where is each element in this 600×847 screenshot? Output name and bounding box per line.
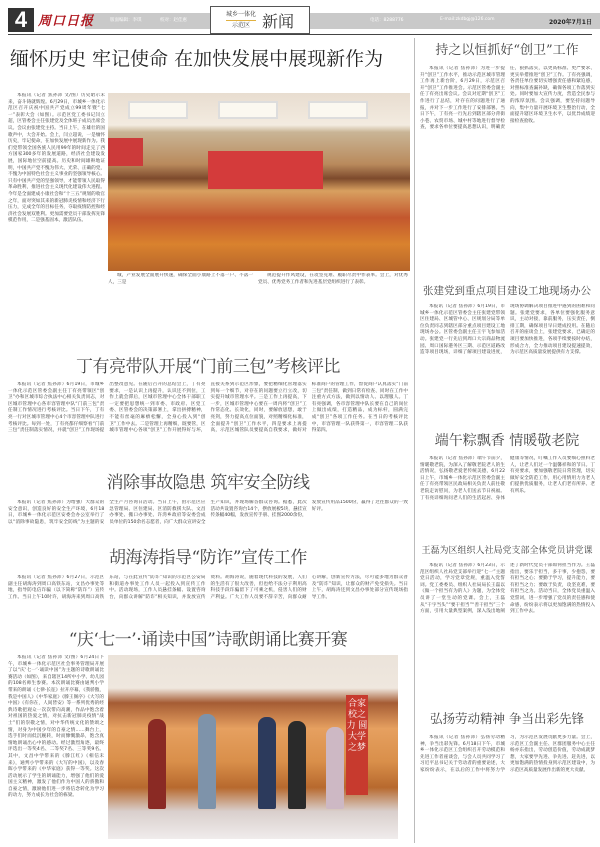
article-body: 本报讯（记者 焦孙沛）6月19日，市城乡一体化示范区管委会主任张建党带领区住建局、区城管中心、区规划分局等单位负责同志到辖区部分重点项目建设工地现场办公。区管委会副主任王宇飞参加活动。张建党一行先后到周口大宗商品物流园、周口国际港务区三期、示范区道路改造等项目现场，详细了解项目建设进度，现场协调解决项目推进中遇到的困难和问题。张建党要求，各单位要强化服务意识，主动对接，靠前服务，压实责任，倒排工期，确保项目早日建成投用。在随后召开的座谈会上，张建党要求，已确定的项目要加快推进，各项手续要按时办结，形成合力，全力推动项目建设提速提效，为示范区高质量发展提供有力支撑。 [420,304,595,356]
article-body: 本报讯（记者 焦孙沛）6月19日，市城乡一体化示范区管委会副主任丁有亮带领区“创卫”办和区城市综合执法中心相关负责同志，对区城市管理中心各市容管理中队“门前三包”责任制工作情况进行考核评比。当日下午，丁有亮一行对区城市管理中心4个市容管理中队进行考核评比。每到一处，丁有亮都仔细察看“门前三包”责任制落实情况，并就“创卫”工作现场提出整改意见。在随后召开的总结会上，丁有亮要求，一是认识上再提升，认识还不到位，工作上就会滞后，区城市管理中心全体干部职工一定要把思想统一到市委、市政府、区党工委、区管委会的决策部署上，拿出拼搏精神，不能有丝毫的麻痹松懈，全身心投入到“创卫”工作中去。二是管理上再精细，既要管，区城市管理中心各项“创卫”工作开展得好与坏，直接关系到示范区形象，要把精细化管理落实到每一个细节，对存在的问题要立行立改，切实提升城市管理水平。三是工作上再提高，下一步，区城市管理中心要在一周内将“创卫”工作常态化、长效化，同时，要解放思想，敢于亮剑，努力提高点位面貌，对照精细化标准，全面提升“创卫”工作水平，四是要求上再提高，示范区城管队员要提高自我要求，做好对标准商户的管理工作，督促商户认真落实“门前三包”责任制，做到日常有检查、同时在工作中注重方式方法，做到以情动人、以理服人。丁有亮强调，各市容管理中队长要在自己的岗位上做出成绩，打造精品，成为标杆，圆满完成“创卫”各项工作任务。在当日的考核评比中，市容管理一队获得第一，市容管理二队获得第四。 [8,382,408,434]
article-body: 本报讯（记者 焦孙沛）弘扬劳动精神，争当出彩先锋。6月18日下午，市城乡一体化示范区工会组织召开劳动模范和先进工作者座谈会，与会人员共同学习了习近平总书记关于劳动者的重要论述，大家纷纷表示，在以后的工作中将努力学习，为示范区发展贡献更多力量。会上，示范区工会副主任、区群团服务中心主任杨亦东指出，劳动创造价值，劳动成就梦想，大家要学先进、争先进、赶先进，以更加饱满的热情投身到示范区建设中，为示范区高质量发展作出新的更大贡献。 [420,735,595,773]
article-headline: 持之以恒抓好“创卫”工作 [435,43,579,58]
stage-banner [208,151,323,189]
lead-headline: 缅怀历史 牢记使命 在加快发展中展现新作为 [10,48,384,70]
section-top: 城乡一体化 [226,10,256,21]
article-headline: 弘扬劳动精神 争当出彩先锋 [430,711,584,726]
section-box [210,6,310,34]
section-title: 新闻 [262,11,295,31]
article-headline: “庆‘七一’·诵读中国”诗歌朗诵比赛开赛 [68,630,348,650]
article-headline: 王磊为区组织人社局党支部全体党员讲党课 [421,546,593,556]
editor-credit: 版面编辑：李琪 [110,18,142,23]
article-body: 本报讯（记者 焦孙沛）6月27日，示范区副主任胡海涛到周口高铁东站，文昌办事处等地，指导防电信诈骗（以下简称“防诈”）宣传工作。当日上午10时许，胡海涛来到周口高铁东站，与在此宣传“防诈”知识的示范区公安局和街道办事处工作人员一起投入到宣传工作中。活动现场，工作人员悬挂条幅、设置咨询台，向群众讲解“防诈”相关知识，并发放宣传资料。胡海涛说，随着现代科技的发展，人们的生活有了很大改善，但也给不法分子利用高科技手段诈骗留下了可乘之机，侵害人们的财产利益。广大工作人员要不辞辛苦，向群众耐心讲解，创新宣传方法，尽可能多地为群众普及“防诈”知识，让群众的财产免受损失。当日上午，胡海涛还到文昌办事处部分宣传现场指导工作。 [8,575,408,600]
email: E-mail:zkdbgj@126.com [440,17,495,22]
header-rule [8,34,592,35]
proofreader-credit: 校对：赵佳惠 [160,18,187,23]
lead-body-col2: 城，产业发展全面展开快速，确保全面小康路上不落一户、不落一人，三是 [108,273,253,285]
lead-body-col3: 规范提升作风建设，在攻坚克难、履职尽责中作表率。会上，对优秀党员、优秀党务工作者和先进基层党组织进行了表彰。 [258,273,408,285]
lead-body-col1: 本报讯（记者 焦孙沛 文/图）历史昭示未来，奋斗铸就辉煌。6月29日，市城乡一体化示范区召开庆祝中国共产党成立99周年暨“七一”表彰大会（如图）。示范区党工委书记闫立超，区管委会主任张建党及全体班子成员出席会议。会议由张建党主持。当日上午，在雄壮的国歌声中，大会开始。会上，闫立超说，一是缅怀历史，牢记使命，在加快发展中展现新作为。我们党带领全国各族人民用99年的时间走完了西方国家300多年的发展道路，经济社会建设发展，国际地位空前提高。历史和时间雄辩地证明，中国共产党不愧为伟大、光荣、正确的党，不愧为中国特色社会主义事业的坚强领导核心。只有中国共产党的坚强领导，才能带领人民取得革命胜利，推进社会主义现代化建设伟大进程。今年是全面建成小康社会和“十三五”规划的收官之年，面对突如其来的新冠肺炎疫情和经济下行压力，完成全年的目标任务，夺取疫情防控和经济社会发展双胜利。更加需要党员干部发挥先锋模范作用，二是强基固本，激活队伍。 [8,93,105,224]
article-headline: 消除事故隐患 筑牢安全防线 [106,473,310,493]
page-number: 4 [8,8,34,32]
article-body: 本报讯（记者 焦孙沛）为进一步提升“创卫”工作水平，推动示范区城市管理工作再上新台阶，6月29日，示范区召开“创卫”工作推进会。示范区管委会副主任丁有亮出席会议。会议对近期“创卫”工作进行了总结，对存在的问题进行了通报，并对下一步工作进行了安排部署。当日下午，丁有亮一行先后到辖区部分背街小巷、农贸市场、城中村等地进行督导检查，要求各单位要提高思想认识，明确责任，狠抓落实，以更高标准、更严要求、更实举措推进“创卫”工作。丁有亮强调，各责任单位要切实增强责任感和紧迫感，对照标准查漏补缺，确保各项工作落到实处。同时要加大宣传力度，营造全民参与的浓厚氛围。会议强调，要坚持问题导向，集中力量开展环境卫生整治行动，全面提升辖区环境卫生水平，以优异成绩迎接检查验收。 [420,66,595,131]
photo-sign: 合家校之力 圆大学之梦 [346,695,368,795]
section-bottom: 示范区 [231,22,250,29]
article-body: 本报讯（记者 焦孙沛）端午节前夕，情暖敬老院，为深入了解敬老院老人的生活情况，弘扬敬老爱老传统美德，6月22日上午，市城乡一体化示范区管委会副主任丁有亮带领区民政局相关负责人前往敬老院走访慰问，为老人们送去节日祝福。丁有亮详细询问老人们的生活起居、身体健康等情况，叮嘱工作人员要细心照料老人，让老人们过一个温馨祥和的节日。丁有亮要求，要加强敬老院日常管理，切实做好安全防范工作，用心用情用力为老人们提供优质服务，让老人们老有所养、老有所乐。 [420,456,595,501]
article-headline: 端午粽飘香 情暖敬老院 [434,433,580,449]
article-headline: 丁有亮带队开展“门前三包”考核评比 [76,357,340,377]
recitation-photo [108,655,398,839]
newspaper-logo: 周口日报 [38,14,95,29]
phone: 电话：8288776 [370,18,404,23]
meeting-photo [108,93,410,271]
article-body: 本报讯（记者 焦孙沛）为增强广大群众的安全意识，创造良好的安全生产环境，6月18日，市城乡一体化示范区安委会办公室举行了以“消除事故隐患，筑牢安全防线”为主题的安全生产月咨询日活动。当日上午，由示范区应急管理局、区住建局、区消防救援大队、文昌办事处、搬口办事处、许湾乡政府等安委会成员单位的150余名志愿者，向广大群众宣讲安全生产知识，并现场解答群众咨询。据悉，此次活动共设置咨询台14个，摆放展板5块，悬挂宣传条幅40幅，发放宣传手册、挂图2000余份，发放宣传用品1500份，赢得了过往群众的一致好评。 [8,500,408,525]
article-body: 本报讯（记者 焦孙沛）6月23日，示范区组织人社局党支部举行迎“七一”主题党日活动，学习党章党规，重温入党誓词。党工委委员、组织人社局局长王磊以《做一个担当有为的人》为题，为全体党员讲了一堂生动的党课。会上，王磊从“干字当头”“要干担当”“善干担当”三个方面，引用大量典型案例，深入浅出地阐述了新时代党员干部如何担当作为。王磊指出，要乐于担当，多干事，少抱怨，要有担当之心；要勤于学习，提升能力，要有担当之力；要敢于负责，攻坚克难，要有担当之为。活动当日，全体党员重温入党誓词，进一步增强了党员的责任感和使命感，纷纷表示将以更加饱满的热情投入到工作中去。 [420,563,595,615]
column-divider [414,38,415,843]
section-subtitle [226,10,256,30]
article-headline: 胡海涛指导“防诈”宣传工作 [109,548,307,568]
article-body: 本报讯（记者 焦孙沛 文/图）6月24日下午，市城乡一体化示范区社会事务管理局开展了以“庆‘七一’·诵读中国”为主题的诗歌朗诵比赛活动（如图），来自辖区14所中小学、幼儿园的108名师生参赛。本次朗诵比赛由通判小学带来的朗诵《七律·长征》拉开序幕，《我骄傲，我是中国人》《中华家庭》《滕王阁序》《大写的中国》《有你在，人间皆安》等一系列优秀的经典诗歌把观众一次次带向高潮，作品中饱含着对祖国的热爱之情，对抗击新冠肺炎疫情“战士”们的崇敬之情，对中华传统文化的赞颂之情，对身为中国少年的自豪之情……舞台上，选手们时而低沉婉转，时而慷慨激昂，饱含真情地朗诵出心中的感动。经过激烈角逐，最终评选出一等奖4名、二等奖7名、三等奖9名。其中，文昌中学带来的《滕江红》《相信未来》，通判小学带来的《大写的中国》，以及春晖小学带来的《中华家庭》获得一等奖。这次活动展示了学生的朗诵能力，增强了他们的爱国主义精神，激发了他们作为中国人的骄傲和自豪之情，激励他们进一步将信念转化为学习的动力，努力成长为社会的栋梁。 [8,655,104,799]
issue-date: 2020年7月1日 [548,19,592,26]
article-headline: 张建党到重点项目建设工地现场办公 [423,285,591,297]
